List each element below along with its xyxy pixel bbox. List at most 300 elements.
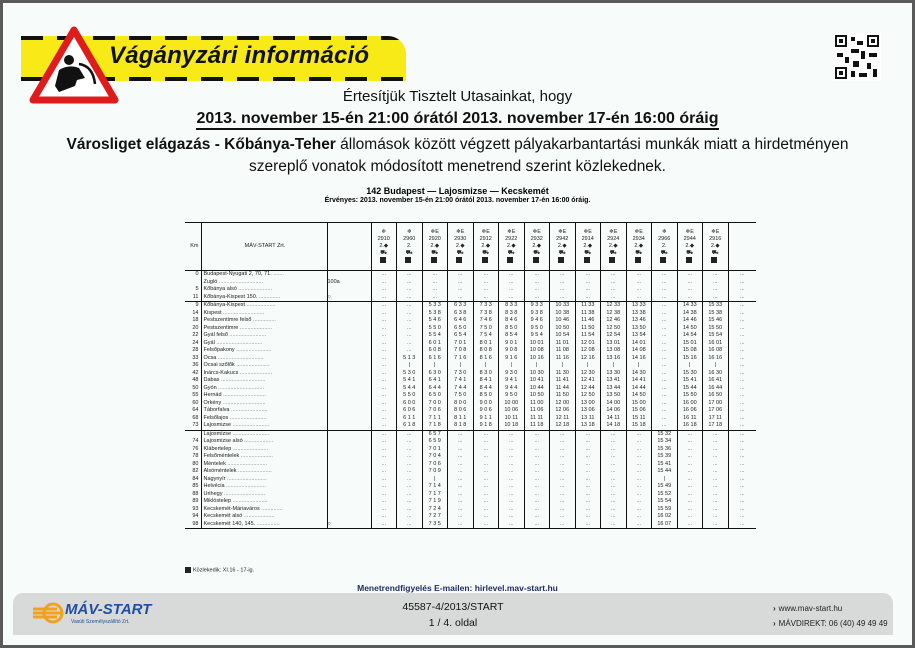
station-name bbox=[201, 302, 327, 310]
km-value: 60 bbox=[192, 399, 199, 406]
departure-time: ... bbox=[728, 491, 756, 499]
departure-time: ... bbox=[601, 483, 627, 491]
departure-time: ... bbox=[728, 340, 756, 348]
table-row bbox=[185, 461, 756, 469]
departure-time: ... bbox=[652, 422, 678, 430]
table-row bbox=[185, 362, 756, 370]
departure-time: 16 18 bbox=[677, 422, 703, 430]
departure-time: ... bbox=[601, 468, 627, 476]
departure-time: ... bbox=[550, 521, 576, 529]
reference-mark bbox=[327, 286, 371, 294]
departure-time: ... bbox=[550, 453, 576, 461]
departure-time: 13 06 bbox=[575, 407, 601, 415]
departure-time: 5 4 4 bbox=[397, 385, 423, 393]
km-value: 85 bbox=[192, 483, 199, 489]
train-header-line: 2930 bbox=[454, 235, 467, 242]
departure-time: | bbox=[550, 362, 576, 370]
leader-dots: ....................... bbox=[234, 347, 272, 353]
departure-time: 8 5 0 bbox=[473, 392, 499, 400]
departure-time: | bbox=[652, 476, 678, 484]
station-label: Gyál bbox=[203, 339, 215, 346]
departure-time: ... bbox=[448, 468, 474, 476]
departure-time: ... bbox=[371, 362, 397, 370]
departure-time: ... bbox=[473, 491, 499, 499]
departure-time: ... bbox=[524, 513, 550, 521]
departure-time: 15 16 bbox=[677, 355, 703, 363]
departure-time: ... bbox=[575, 483, 601, 491]
departure-time: ... bbox=[371, 294, 397, 302]
departure-time: 15 41 bbox=[652, 461, 678, 469]
departure-time: 16 11 bbox=[677, 415, 703, 423]
ref-header bbox=[327, 223, 371, 271]
bus-icon: ⛟ bbox=[405, 249, 413, 256]
departure-time: ... bbox=[677, 286, 703, 294]
departure-time: ... bbox=[728, 521, 756, 529]
station-name bbox=[201, 310, 327, 318]
station-label: Felsőméntelek bbox=[203, 453, 240, 459]
table-row bbox=[185, 310, 756, 318]
departure-time: ... bbox=[371, 400, 397, 408]
departure-time: ... bbox=[703, 498, 729, 506]
departure-time: 6 1 8 bbox=[397, 422, 423, 430]
train-header-line: 2920 bbox=[428, 235, 441, 242]
departure-time: 16 02 bbox=[652, 513, 678, 521]
km-value: 5 bbox=[195, 286, 199, 292]
departure-time: 10 11 bbox=[499, 415, 525, 423]
departure-time: 8 4 6 bbox=[499, 317, 525, 325]
departure-time: 13 50 bbox=[626, 325, 652, 333]
departure-time: ... bbox=[601, 461, 627, 469]
leader-dots: ..................... bbox=[238, 324, 272, 331]
leader-dots: ....... bbox=[271, 271, 284, 277]
departure-time: ... bbox=[473, 430, 499, 438]
station-name bbox=[201, 415, 327, 423]
departure-time: ... bbox=[728, 355, 756, 363]
table-row bbox=[185, 506, 756, 514]
departure-time: 6 5 7 bbox=[422, 430, 448, 438]
departure-time: ... bbox=[601, 521, 627, 529]
website-link[interactable]: › www.mav-start.hu bbox=[773, 604, 843, 613]
departure-time: ... bbox=[371, 476, 397, 484]
departure-time: ... bbox=[550, 468, 576, 476]
station-label: Lajosmizse bbox=[203, 430, 232, 437]
station-label: Miklóstelep bbox=[203, 498, 232, 504]
departure-time: 6 0 6 bbox=[397, 407, 423, 415]
departure-time: | bbox=[703, 362, 729, 370]
train-header-line: 2.◆ bbox=[583, 242, 593, 249]
departure-time: ... bbox=[448, 453, 474, 461]
bus-icon: ⛟ bbox=[660, 249, 668, 256]
station-name bbox=[201, 407, 327, 415]
departure-time: ... bbox=[601, 491, 627, 499]
departure-time: 13 08 bbox=[601, 347, 627, 355]
reference-mark bbox=[327, 400, 371, 408]
train-header-line: ❄ bbox=[381, 228, 387, 235]
station-label: Klábertelep bbox=[203, 445, 232, 452]
departure-time: 17 00 bbox=[703, 400, 729, 408]
departure-time: 15 49 bbox=[652, 483, 678, 491]
departure-time: 12 00 bbox=[550, 400, 576, 408]
departure-time: ... bbox=[728, 325, 756, 333]
departure-time: ... bbox=[728, 483, 756, 491]
departure-time: ... bbox=[499, 506, 525, 514]
train-header-line: ❄E bbox=[685, 228, 694, 235]
departure-time: ... bbox=[397, 453, 423, 461]
leader-dots: ............... bbox=[255, 520, 280, 527]
departure-time: ... bbox=[728, 438, 756, 446]
station-label: Úrihegy bbox=[203, 490, 223, 497]
departure-time: ... bbox=[371, 513, 397, 521]
km-value bbox=[185, 279, 201, 287]
station-name bbox=[201, 332, 327, 340]
departure-time: ... bbox=[575, 286, 601, 294]
table-row bbox=[185, 483, 756, 491]
departure-time: ... bbox=[626, 513, 652, 521]
leader-dots: .......................... bbox=[225, 475, 267, 482]
departure-time: ... bbox=[524, 491, 550, 499]
intro-greeting: Értesítjük Tisztelt Utasainkat, hogy bbox=[342, 88, 573, 105]
departure-time: ... bbox=[448, 506, 474, 514]
departure-time: ... bbox=[703, 476, 729, 484]
departure-time: ... bbox=[499, 438, 525, 446]
train-header-line: 2924 bbox=[607, 235, 620, 242]
table-row bbox=[185, 271, 756, 279]
departure-time: ... bbox=[703, 453, 729, 461]
station-label: Kőbánya alsó bbox=[203, 286, 237, 292]
departure-time: | bbox=[448, 362, 474, 370]
station-label: Lajosmizse alsó bbox=[203, 438, 243, 444]
leader-dots: ........................ bbox=[229, 407, 268, 413]
departure-time: ... bbox=[473, 521, 499, 529]
document-number: 45587-4/2013/START bbox=[402, 601, 504, 613]
departure-time: ... bbox=[371, 483, 397, 491]
departure-time: 13 16 bbox=[601, 355, 627, 363]
departure-time: ... bbox=[677, 279, 703, 287]
departure-time: ... bbox=[728, 317, 756, 325]
station-label: Kőbánya-Kispest 150. bbox=[203, 293, 258, 300]
timetable-legend: Közlekedik: XI.16 - 17-ig. bbox=[185, 567, 254, 573]
table-row bbox=[185, 438, 756, 446]
departure-time: ... bbox=[524, 498, 550, 506]
departure-time: ... bbox=[626, 491, 652, 499]
departure-time: ... bbox=[728, 279, 756, 287]
day-restriction-icon bbox=[431, 257, 437, 263]
header-banner bbox=[21, 36, 406, 81]
departure-time: 7 1 7 bbox=[422, 491, 448, 499]
train-header-line: 2.◆ bbox=[557, 242, 567, 249]
departure-time: ... bbox=[473, 476, 499, 484]
departure-time: 7 0 8 bbox=[448, 347, 474, 355]
table-row bbox=[185, 347, 756, 355]
departure-time: 7 3 8 bbox=[473, 310, 499, 318]
departure-time: 14 06 bbox=[601, 407, 627, 415]
day-restriction-icon bbox=[380, 257, 386, 263]
departure-time: 7 4 1 bbox=[448, 377, 474, 385]
departure-time: 7 5 4 bbox=[473, 332, 499, 340]
departure-time: ... bbox=[499, 491, 525, 499]
departure-time: ... bbox=[524, 483, 550, 491]
train-header bbox=[371, 223, 397, 271]
departure-time: 6 0 8 bbox=[422, 347, 448, 355]
departure-time: ... bbox=[499, 513, 525, 521]
departure-time: 8 1 1 bbox=[448, 415, 474, 423]
departure-time: 7 2 7 bbox=[422, 513, 448, 521]
departure-time: ... bbox=[524, 438, 550, 446]
closure-description: Városliget elágazás - Kőbánya-Teher állomások között végzett pályakarbantartási munkák miatt a hirdetményen szereplő vonatok módosított menetrend szerint közlekednek. bbox=[66, 136, 849, 175]
departure-time: ... bbox=[397, 513, 423, 521]
departure-time: ... bbox=[728, 468, 756, 476]
leader-dots: .......................... bbox=[225, 460, 268, 467]
departure-time: ... bbox=[601, 279, 627, 287]
reference-mark bbox=[327, 446, 371, 454]
departure-time: ... bbox=[652, 317, 678, 325]
departure-time: ... bbox=[677, 498, 703, 506]
reference-mark bbox=[327, 362, 371, 370]
departure-time: ... bbox=[499, 446, 525, 454]
departure-time: 16 08 bbox=[703, 347, 729, 355]
departure-time: ... bbox=[652, 347, 678, 355]
departure-time: ... bbox=[397, 438, 423, 446]
departure-time: ... bbox=[601, 286, 627, 294]
train-header-line: ❄E bbox=[456, 228, 465, 235]
departure-time: ... bbox=[626, 483, 652, 491]
departure-time: 7 0 9 bbox=[422, 468, 448, 476]
departure-time: 14 44 bbox=[626, 385, 652, 393]
departure-time: ... bbox=[677, 483, 703, 491]
departure-time: ... bbox=[652, 271, 678, 279]
departure-time: ... bbox=[499, 453, 525, 461]
departure-time: 11 00 bbox=[524, 400, 550, 408]
train-header bbox=[550, 223, 576, 271]
departure-time: 11 33 bbox=[575, 302, 601, 310]
train-header-line: ❄E bbox=[481, 228, 490, 235]
departure-time: 10 00 bbox=[499, 400, 525, 408]
departure-time: ... bbox=[728, 347, 756, 355]
departure-time: 15 06 bbox=[626, 407, 652, 415]
train-header-line: 2.◆ bbox=[455, 242, 465, 249]
departure-time: ... bbox=[371, 415, 397, 423]
station-label: Helvécia bbox=[203, 483, 225, 489]
departure-time: ... bbox=[448, 430, 474, 438]
page-number: 1 / 4. oldal bbox=[428, 617, 478, 629]
departure-time: ... bbox=[677, 430, 703, 438]
departure-time: ... bbox=[397, 332, 423, 340]
train-header-line: ❄E bbox=[558, 228, 567, 235]
departure-time: ... bbox=[448, 286, 474, 294]
departure-time: ... bbox=[652, 340, 678, 348]
departure-time: ... bbox=[524, 476, 550, 484]
reference-mark bbox=[327, 317, 371, 325]
train-header bbox=[422, 223, 448, 271]
station-name bbox=[201, 325, 327, 333]
departure-time: ... bbox=[626, 294, 652, 302]
km-value: 89 bbox=[192, 498, 199, 504]
station-name bbox=[201, 521, 327, 529]
departure-time: 15 54 bbox=[703, 332, 729, 340]
departure-time: ... bbox=[397, 294, 423, 302]
departure-time: 7 0 6 bbox=[422, 461, 448, 469]
km-value: 84 bbox=[192, 475, 199, 482]
leader-dots: .............. bbox=[259, 505, 283, 512]
departure-time: ... bbox=[397, 483, 423, 491]
departure-time: ... bbox=[652, 302, 678, 310]
departure-time: ... bbox=[575, 430, 601, 438]
km-value: 42 bbox=[192, 369, 199, 376]
departure-time: ... bbox=[652, 392, 678, 400]
departure-time: 13 38 bbox=[626, 310, 652, 318]
bus-icon: ⛟ bbox=[380, 249, 388, 256]
station-label: Nagynyír bbox=[203, 475, 226, 482]
departure-time: ... bbox=[397, 446, 423, 454]
departure-time: 7 0 6 bbox=[422, 407, 448, 415]
km-value: 93 bbox=[192, 505, 199, 512]
departure-time: | bbox=[473, 362, 499, 370]
train-header-line: 2.◆ bbox=[685, 242, 695, 249]
departure-time: ... bbox=[703, 491, 729, 499]
departure-time: ... bbox=[652, 385, 678, 393]
departure-time: 6 5 9 bbox=[422, 438, 448, 446]
departure-time: ... bbox=[626, 506, 652, 514]
train-header bbox=[652, 223, 678, 271]
table-row bbox=[185, 317, 756, 325]
departure-time: ... bbox=[371, 317, 397, 325]
reference-mark: ○ bbox=[327, 294, 371, 302]
departure-time: ... bbox=[703, 294, 729, 302]
km-value: 36 bbox=[192, 362, 199, 368]
departure-time: 6 1 6 bbox=[422, 355, 448, 363]
departure-time: ... bbox=[448, 483, 474, 491]
reference-mark bbox=[327, 325, 371, 333]
reference-mark: 100a bbox=[327, 279, 371, 287]
table-row bbox=[185, 392, 756, 400]
departure-time: ... bbox=[473, 513, 499, 521]
leader-dots: ........................ bbox=[231, 430, 270, 437]
departure-time: 9 3 3 bbox=[524, 302, 550, 310]
departure-time: ... bbox=[575, 446, 601, 454]
departure-time: ... bbox=[728, 476, 756, 484]
leader-dots: ..................... bbox=[239, 453, 273, 459]
departure-time: 11 08 bbox=[550, 347, 576, 355]
departure-time: ... bbox=[550, 513, 576, 521]
departure-time: ... bbox=[601, 506, 627, 514]
departure-time: ... bbox=[499, 271, 525, 279]
departure-time: ... bbox=[499, 279, 525, 287]
departure-time: ... bbox=[448, 446, 474, 454]
departure-time: 6 4 4 bbox=[422, 385, 448, 393]
departure-time: ... bbox=[397, 506, 423, 514]
km-value: 98 bbox=[185, 521, 201, 529]
departure-time: 14 18 bbox=[601, 422, 627, 430]
departure-time: 15 30 bbox=[677, 370, 703, 378]
departure-time: ... bbox=[371, 521, 397, 529]
train-header bbox=[601, 223, 627, 271]
station-name bbox=[201, 422, 327, 430]
train-header bbox=[703, 223, 729, 271]
departure-time: ... bbox=[728, 385, 756, 393]
km-value: 73 bbox=[185, 422, 201, 430]
departure-time: 5 5 4 bbox=[422, 332, 448, 340]
departure-time: 11 50 bbox=[575, 325, 601, 333]
reference-mark bbox=[327, 483, 371, 491]
bus-icon: ⛟ bbox=[584, 249, 592, 256]
departure-time: ... bbox=[652, 415, 678, 423]
departure-time: 12 16 bbox=[575, 355, 601, 363]
departure-time: 16 50 bbox=[703, 392, 729, 400]
table-row bbox=[185, 446, 756, 454]
departure-time: ... bbox=[703, 430, 729, 438]
departure-time: 16 30 bbox=[703, 370, 729, 378]
departure-time: 15 39 bbox=[652, 453, 678, 461]
departure-time: ... bbox=[371, 491, 397, 499]
departure-time: ... bbox=[575, 476, 601, 484]
departure-time: 9 5 4 bbox=[524, 332, 550, 340]
departure-time: 9 0 6 bbox=[473, 407, 499, 415]
departure-time: ... bbox=[677, 521, 703, 529]
departure-time: 12 11 bbox=[550, 415, 576, 423]
chevron-right-icon: › bbox=[773, 619, 776, 628]
train-header-line: 2. bbox=[406, 242, 412, 249]
train-header-line: 2.◆ bbox=[608, 242, 618, 249]
station-label: Pestszentimre felső bbox=[203, 317, 252, 323]
departure-time: ... bbox=[728, 286, 756, 294]
departure-time: ... bbox=[652, 279, 678, 287]
departure-time: ... bbox=[652, 362, 678, 370]
departure-time: 5 3 8 bbox=[422, 310, 448, 318]
departure-time: 11 44 bbox=[550, 385, 576, 393]
departure-time: ... bbox=[728, 332, 756, 340]
departure-time: ... bbox=[397, 286, 423, 294]
departure-time: ... bbox=[703, 513, 729, 521]
departure-time: | bbox=[524, 362, 550, 370]
day-restriction-icon bbox=[609, 257, 615, 263]
table-row bbox=[185, 453, 756, 461]
timetable-grid bbox=[185, 222, 756, 529]
departure-time: | bbox=[677, 362, 703, 370]
leader-dots: ...................... bbox=[234, 362, 270, 368]
departure-time: ... bbox=[626, 279, 652, 287]
reference-mark bbox=[327, 392, 371, 400]
departure-time: 8 1 6 bbox=[473, 355, 499, 363]
departure-time: 14 50 bbox=[626, 392, 652, 400]
departure-time: ... bbox=[728, 506, 756, 514]
leader-dots: ..................... bbox=[238, 369, 272, 376]
departure-time: 16 01 bbox=[703, 340, 729, 348]
station-name bbox=[201, 483, 327, 491]
leader-dots: .......................... bbox=[224, 483, 266, 489]
departure-time: 15 44 bbox=[677, 385, 703, 393]
station-label: Kecskemét alsó bbox=[203, 513, 243, 519]
departure-time: ... bbox=[371, 422, 397, 430]
departure-time: ... bbox=[397, 310, 423, 318]
bus-icon: ⛟ bbox=[711, 249, 719, 256]
departure-time: 9 5 0 bbox=[499, 392, 525, 400]
departure-time: ... bbox=[703, 438, 729, 446]
departure-time: 10 01 bbox=[524, 340, 550, 348]
departure-time: ... bbox=[448, 294, 474, 302]
departure-time: ... bbox=[677, 446, 703, 454]
departure-time: ... bbox=[575, 271, 601, 279]
departure-time: ... bbox=[371, 370, 397, 378]
banner-title: Vágányzári információ bbox=[109, 42, 370, 69]
departure-time: 11 16 bbox=[550, 355, 576, 363]
departure-time: 8 5 0 bbox=[499, 325, 525, 333]
departure-time: 14 46 bbox=[677, 317, 703, 325]
footer-email-line: Menetrendfigyelés E-mailen: hirlevel.mav-start.hu bbox=[357, 583, 558, 593]
departure-time: 7 4 4 bbox=[448, 385, 474, 393]
departure-time: ... bbox=[550, 446, 576, 454]
departure-time: ... bbox=[601, 294, 627, 302]
reference-mark bbox=[327, 377, 371, 385]
